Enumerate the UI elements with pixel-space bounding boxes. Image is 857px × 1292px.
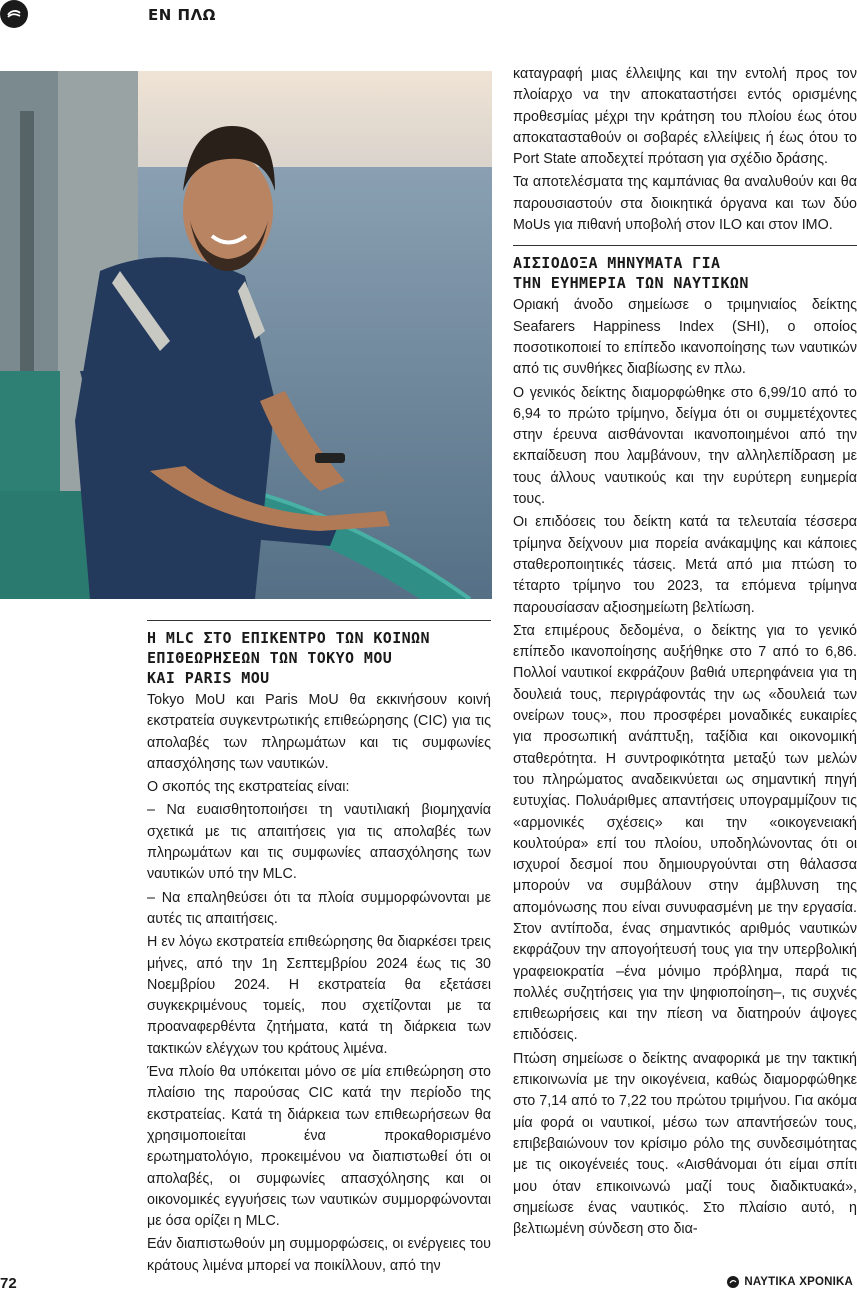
paragraph: Πτώση σημείωσε ο δείκτης αναφορικά με την τακτική επικοινωνία με την οικογένεια, καθώς διαμορφώθηκε στο 7,14 από το 7,22 του πρώτου τριμήνου. Για ακόμα μία φορά οι ναυτικοί, μέσω των απαντήσεών τους, επιβεβαιώνουν τον κρίσιμο ρόλο της συνδεσιμότητας με τις οικογένειές τους. «Αισθάνομαι ότι είμαι σπίτι μου όταν επικοινωνώ μαζί τους διαδικτυακά», σημείωσε ένας ναυτικός. Στο πλαίσιο αυτό, η βελτιωμένη σύνδεση στο δια- bbox=[513, 1050, 857, 1238]
right-article bbox=[513, 64, 857, 1242]
paragraph: Ο γενικός δείκτης διαμορφώθηκε στο 6,99/10 από το 6,94 το πρώτο τρίμηνο, δείγμα ότι οι συμμετέχοντες στην έρευνα αισθάνονται ικανοποιημένοι από την εκπαίδευση που λαμβάνουν, την αλληλεπίδραση με τους άλλους ναυτικούς και την ευρύτερη ευημερία τους. bbox=[513, 384, 857, 508]
brand-logo-icon bbox=[727, 1276, 739, 1288]
paragraph: Στα επιμέρους δεδομένα, ο δείκτης για το γενικό επίπεδο ικανοποίησης αυξήθηκε στο 7 από το 6,86. Πολλοί ναυτικοί εκφράζουν βαθιά υπερηφάνεια για τη δουλειά τους, περιγράφοντάς την ως «δουλειά των ονείρων τους», που προσφέρει μοναδικές ευκαιρίες για προσωπική ανάπτυξη, ταξίδια και οικονομική σταθερότητα. Η συντροφικότητα μεταξύ των μελών του πληρώματος αναδεικνύεται ως σημαντική πηγή ευτυχίας. Πολυάριθμες απαντήσεις υπογραμμίζουν τις «αρμονικές σχέσεις» και την «οικογενειακή κουλτούρα» επί του πλοίου, υποδηλώνοντας ότι οι ισχυροί δεσμοί που δημιουργούνται στη θάλασσα μπορούν να συμβάλουν στην άμβλυνση της απομόνωσης που είναι συνυφασμένη με την εργασία. Στον αντίποδα, ένας σημαντικός αριθμός ναυτικών εκφράζουν την απογοήτευσή τους για την υπερβολική γραφειοκρατία –ένα μόνιμο πρόβλημα, παρά τις πολλές συζητήσεις για την ψηφιοποίηση–, τις συχνές επιθεωρήσεις και την πίεση να διατηρούν άψογες επιδόσεις. bbox=[513, 622, 857, 1044]
heading-line: ΑΙΣΙΟΔΟΞΑ ΜΗΝΥΜΑΤΑ ΓΙΑ bbox=[513, 254, 721, 273]
paragraph: Ένα πλοίο θα υπόκειται μόνο σε μία επιθεώρηση στο πλαίσιο της παρούσας CIC κατά την περίοδο της εκστρατείας. Κατά τη διάρκεια των επιθεωρήσεων θα χρησιμοποιείται ένα προκαθορισμένο ερωτηματολόγιο, προκειμένου να διαπιστωθεί ότι οι απολαβές, οι συμφωνίες απασχόλησης και οι οικονομικές εγγυήσεις των ναυτικών συμμορφώνονται με όσα ορίζει η MLC. bbox=[147, 1064, 491, 1230]
heading-line: Η MLC ΣΤΟ ΕΠΙΚΕΝΤΡΟ ΤΩΝ ΚΟΙΝΩΝ bbox=[147, 629, 430, 647]
paragraph: Οι επιδόσεις του δείκτη κατά τα τελευταία τέσσερα τρίμηνα δείχνουν μια πορεία ανάκαμψης και κάποιες σταθεροποιητικές τάσεις. Μετά από μια πτώση το τέταρτο τρίμηνο του 2023, τα επόμενα τρίμηνα παρουσίασαν αξιοσημείωτη βελτίωση. bbox=[513, 514, 857, 616]
heading-rule bbox=[513, 245, 857, 246]
paragraph: Εάν διαπιστωθούν μη συμμορφώσεις, οι ενέργειες του κράτους λιμένα μπορεί να ποικίλλουν, από την bbox=[147, 1236, 491, 1274]
paragraph: καταγραφή μιας έλλειψης και την εντολή προς τον πλοίαρχο να την αποκαταστήσει εντός ορισμένης προθεσμίας μέχρι την κράτηση του πλοίου έως ότου αποκατασταθούν οι σοβαρές ελλείψεις ή έως ότου το Port State αποδεχτεί πρόταση για σχέδιο δράσης. bbox=[513, 66, 857, 168]
heading-line: ΤΗΝ ΕΥΗΜΕΡΙΑ ΤΩΝ ΝΑΥΤΙΚΩΝ bbox=[513, 274, 749, 293]
sailor-photo bbox=[0, 71, 492, 599]
heading-rule bbox=[147, 620, 491, 621]
heading-line: ΕΠΙΘΕΩΡΗΣΕΩΝ ΤΩΝ TOKYO MOU bbox=[147, 649, 393, 667]
section-label: ΕΝ ΠΛΩ bbox=[148, 6, 216, 24]
paragraph: – Να ευαισθητοποιήσει τη ναυτιλιακή βιομηχανία σχετικά με τις απαιτήσεις για τις απολαβές των πληρωμάτων και τις συμφωνίες απασχόλησης των ναυτικών υπό την MLC. bbox=[147, 802, 491, 883]
page-number: 72 bbox=[0, 1275, 17, 1292]
paragraph: Η εν λόγω εκστρατεία επιθεώρησης θα διαρκέσει τρεις μήνες, από την 1η Σεπτεμβρίου 2024 έως τις 30 Νοεμβρίου 2024. Η εκστρατεία θα εξετάσει συγκεκριμένους τομείς, που σχετίζονται με τα προαναφερθέντα ζητήματα, κατά τη διάρκεια των τακτικών ελέγχων του κράτους λιμένα. bbox=[147, 934, 491, 1057]
brand-name: ΝΑΥΤΙΚΑ ΧΡΟΝΙΚΑ bbox=[744, 1276, 853, 1288]
paragraph: Τα αποτελέσματα της καμπάνιας θα αναλυθούν και θα παρουσιαστούν στα διοικητικά όργανα και των δύο MoUs για πιθανή υποβολή στον ILO και στον IMO. bbox=[513, 174, 857, 234]
heading-line: ΚΑΙ PARIS MOU bbox=[147, 669, 270, 687]
left-article bbox=[147, 620, 491, 1279]
publication-logo-icon bbox=[0, 0, 28, 28]
paragraph: – Να επαληθεύσει ότι τα πλοία συμμορφώνονται με αυτές τις απαιτήσεις. bbox=[147, 889, 491, 927]
paragraph: Οριακή άνοδο σημείωσε ο τριμηνιαίος δείκτης Seafarers Happiness Index (SHI), ο οποίος ποσοτικοποιεί το επίπεδο ικανοποίησης των ναυτικών από τις συνθήκες διαβίωσης εν πλω. bbox=[513, 297, 857, 378]
paragraph: Tokyo MoU και Paris MoU θα εκκινήσουν κοινή εκστρατεία συγκεντρωτικής επιθεώρησης (CIC) για τις απολαβές των πληρωμάτων και τις συμφωνίες απασχόλησης των ναυτικών. bbox=[147, 692, 491, 772]
left-article-heading bbox=[147, 628, 491, 688]
right-article-heading bbox=[513, 253, 857, 293]
paragraph: Ο σκοπός της εκστρατείας είναι: bbox=[147, 779, 350, 796]
brand-footer bbox=[727, 1276, 853, 1288]
